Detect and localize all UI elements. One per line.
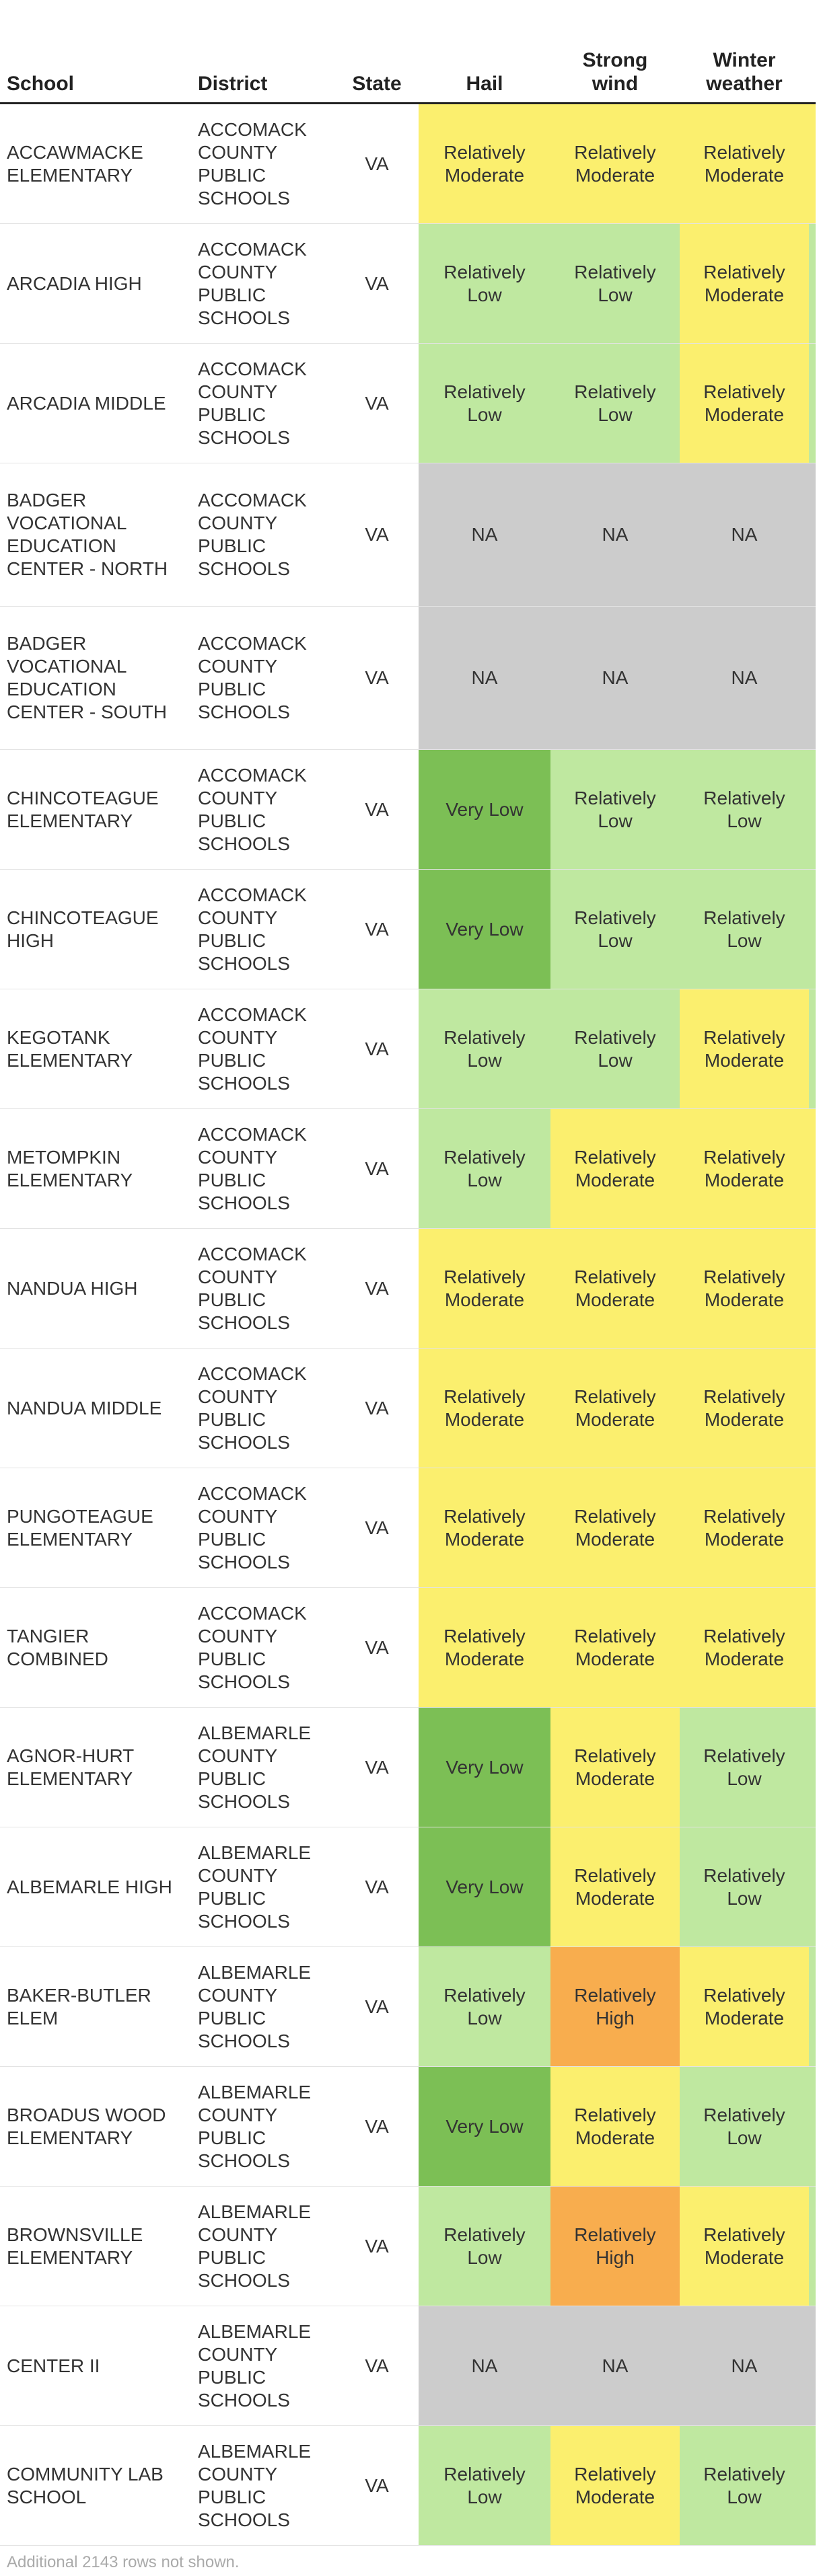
school-cell: ALBEMARLE HIGH <box>0 1827 191 1947</box>
hail-risk-cell: Relatively Low <box>419 2426 550 2546</box>
column-header-hail[interactable]: Hail <box>419 20 550 104</box>
school-cell: BROWNSVILLE ELEMENTARY <box>0 2187 191 2306</box>
state-cell: VA <box>335 1827 419 1947</box>
hail-risk-cell: NA <box>419 2306 550 2426</box>
winter-weather-risk-cell: Relatively Low <box>680 1708 809 1827</box>
column-header-strong-wind-line1: Strong <box>582 49 648 71</box>
column-header-strong-wind-line2: wind <box>592 72 639 95</box>
winter-weather-risk-cell: Relatively Moderate <box>680 1229 809 1349</box>
winter-weather-risk-cell: NA <box>680 463 809 607</box>
district-cell: ACCOMACK COUNTY PUBLIC SCHOOLS <box>191 224 335 344</box>
state-cell: VA <box>335 750 419 870</box>
strong-wind-risk-cell: Relatively Moderate <box>550 104 680 224</box>
overflow-column-cell <box>809 1109 816 1229</box>
state-cell: VA <box>335 2187 419 2306</box>
district-cell: ALBEMARLE COUNTY PUBLIC SCHOOLS <box>191 2306 335 2426</box>
winter-weather-risk-cell: Relatively Moderate <box>680 1109 809 1229</box>
rows-not-shown-note: Additional 2143 rows not shown. <box>7 2553 240 2571</box>
table-row <box>0 989 816 1109</box>
state-cell: VA <box>335 1109 419 1229</box>
overflow-column-cell <box>809 104 816 224</box>
table-row <box>0 1109 816 1229</box>
winter-weather-risk-cell: Relatively Moderate <box>680 344 809 463</box>
table-row <box>0 344 816 463</box>
table-row <box>0 2426 816 2546</box>
state-cell: VA <box>335 1708 419 1827</box>
table-row <box>0 463 816 607</box>
strong-wind-risk-cell: Relatively Moderate <box>550 1827 680 1947</box>
table-row <box>0 1588 816 1708</box>
overflow-column-cell <box>809 224 816 344</box>
table-header <box>0 20 816 104</box>
state-cell: VA <box>335 2306 419 2426</box>
school-cell: CHINCOTEAGUE ELEMENTARY <box>0 750 191 870</box>
strong-wind-risk-cell: Relatively Moderate <box>550 1229 680 1349</box>
winter-weather-risk-cell: Relatively Low <box>680 750 809 870</box>
school-cell: ARCADIA HIGH <box>0 224 191 344</box>
district-cell: ACCOMACK COUNTY PUBLIC SCHOOLS <box>191 750 335 870</box>
table-row <box>0 1229 816 1349</box>
strong-wind-risk-cell: Relatively Low <box>550 989 680 1109</box>
column-header-state[interactable]: State <box>335 20 419 104</box>
column-header-school[interactable]: School <box>0 20 191 104</box>
hail-risk-cell: Relatively Low <box>419 344 550 463</box>
strong-wind-risk-cell: Relatively Moderate <box>550 1588 680 1708</box>
hail-risk-cell: Relatively Low <box>419 1947 550 2067</box>
column-header-winter-weather[interactable] <box>680 20 809 104</box>
school-cell: ACCAWMACKE ELEMENTARY <box>0 104 191 224</box>
state-cell: VA <box>335 1588 419 1708</box>
strong-wind-risk-cell: NA <box>550 463 680 607</box>
school-cell: BADGER VOCATIONAL EDUCATION CENTER - SOUTH <box>0 607 191 750</box>
winter-weather-risk-cell: Relatively Moderate <box>680 1349 809 1468</box>
winter-weather-risk-cell: Relatively Moderate <box>680 989 809 1109</box>
school-cell: NANDUA MIDDLE <box>0 1349 191 1468</box>
state-cell: VA <box>335 104 419 224</box>
strong-wind-risk-cell: Relatively Low <box>550 750 680 870</box>
winter-weather-risk-cell: Relatively Moderate <box>680 104 809 224</box>
hail-risk-cell: NA <box>419 607 550 750</box>
district-cell: ACCOMACK COUNTY PUBLIC SCHOOLS <box>191 870 335 989</box>
overflow-column-cell <box>809 2187 816 2306</box>
column-header-overflow <box>809 20 816 104</box>
district-cell: ACCOMACK COUNTY PUBLIC SCHOOLS <box>191 1349 335 1468</box>
district-cell: ALBEMARLE COUNTY PUBLIC SCHOOLS <box>191 2426 335 2546</box>
overflow-column-cell <box>809 1947 816 2067</box>
table-row <box>0 2067 816 2187</box>
school-cell: METOMPKIN ELEMENTARY <box>0 1109 191 1229</box>
district-cell: ALBEMARLE COUNTY PUBLIC SCHOOLS <box>191 2187 335 2306</box>
state-cell: VA <box>335 1947 419 2067</box>
state-cell: VA <box>335 870 419 989</box>
strong-wind-risk-cell: NA <box>550 2306 680 2426</box>
school-cell: KEGOTANK ELEMENTARY <box>0 989 191 1109</box>
winter-weather-risk-cell: Relatively Moderate <box>680 224 809 344</box>
overflow-column-cell <box>809 750 816 870</box>
state-cell: VA <box>335 2067 419 2187</box>
hail-risk-cell: Very Low <box>419 2067 550 2187</box>
overflow-column-cell <box>809 870 816 989</box>
hail-risk-cell: Relatively Moderate <box>419 104 550 224</box>
strong-wind-risk-cell: Relatively Low <box>550 870 680 989</box>
table-row <box>0 2306 816 2426</box>
hail-risk-cell: Relatively Moderate <box>419 1588 550 1708</box>
school-cell: AGNOR-HURT ELEMENTARY <box>0 1708 191 1827</box>
state-cell: VA <box>335 1468 419 1588</box>
overflow-column-cell <box>809 463 816 607</box>
winter-weather-risk-cell: Relatively Low <box>680 1827 809 1947</box>
school-cell: COMMUNITY LAB SCHOOL <box>0 2426 191 2546</box>
column-header-strong-wind[interactable] <box>550 20 680 104</box>
column-header-winter-weather-line2: weather <box>706 72 783 95</box>
hail-risk-cell: Relatively Moderate <box>419 1229 550 1349</box>
district-cell: ACCOMACK COUNTY PUBLIC SCHOOLS <box>191 1109 335 1229</box>
district-cell: ALBEMARLE COUNTY PUBLIC SCHOOLS <box>191 2067 335 2187</box>
overflow-column-cell <box>809 1229 816 1349</box>
strong-wind-risk-cell: Relatively High <box>550 2187 680 2306</box>
strong-wind-risk-cell: Relatively Moderate <box>550 1109 680 1229</box>
table-row <box>0 1468 816 1588</box>
hail-risk-cell: Relatively Low <box>419 2187 550 2306</box>
overflow-column-cell <box>809 1827 816 1947</box>
strong-wind-risk-cell: Relatively High <box>550 1947 680 2067</box>
overflow-column-cell <box>809 607 816 750</box>
winter-weather-risk-cell: NA <box>680 607 809 750</box>
winter-weather-risk-cell: Relatively Low <box>680 2067 809 2187</box>
table-row <box>0 1349 816 1468</box>
table-row <box>0 104 816 224</box>
winter-weather-risk-cell: Relatively Low <box>680 2426 809 2546</box>
state-cell: VA <box>335 344 419 463</box>
strong-wind-risk-cell: Relatively Moderate <box>550 1708 680 1827</box>
district-cell: ACCOMACK COUNTY PUBLIC SCHOOLS <box>191 1588 335 1708</box>
district-cell: ALBEMARLE COUNTY PUBLIC SCHOOLS <box>191 1708 335 1827</box>
hail-risk-cell: Very Low <box>419 870 550 989</box>
district-cell: ACCOMACK COUNTY PUBLIC SCHOOLS <box>191 104 335 224</box>
strong-wind-risk-cell: NA <box>550 607 680 750</box>
hail-risk-cell: Very Low <box>419 1708 550 1827</box>
table-row <box>0 1708 816 1827</box>
overflow-column-cell <box>809 1588 816 1708</box>
district-cell: ACCOMACK COUNTY PUBLIC SCHOOLS <box>191 989 335 1109</box>
table-row <box>0 2187 816 2306</box>
table-row <box>0 607 816 750</box>
hail-risk-cell: NA <box>419 463 550 607</box>
hail-risk-cell: Relatively Low <box>419 1109 550 1229</box>
school-cell: CENTER II <box>0 2306 191 2426</box>
state-cell: VA <box>335 607 419 750</box>
table-row <box>0 1827 816 1947</box>
school-cell: CHINCOTEAGUE HIGH <box>0 870 191 989</box>
school-cell: ARCADIA MIDDLE <box>0 344 191 463</box>
hail-risk-cell: Relatively Moderate <box>419 1349 550 1468</box>
strong-wind-risk-cell: Relatively Moderate <box>550 1349 680 1468</box>
school-cell: TANGIER COMBINED <box>0 1588 191 1708</box>
winter-weather-risk-cell: Relatively Low <box>680 870 809 989</box>
hail-risk-cell: Relatively Moderate <box>419 1468 550 1588</box>
strong-wind-risk-cell: Relatively Low <box>550 344 680 463</box>
school-cell: NANDUA HIGH <box>0 1229 191 1349</box>
strong-wind-risk-cell: Relatively Moderate <box>550 1468 680 1588</box>
table-row <box>0 1947 816 2067</box>
winter-weather-risk-cell: NA <box>680 2306 809 2426</box>
school-cell: BAKER-BUTLER ELEM <box>0 1947 191 2067</box>
hail-risk-cell: Very Low <box>419 750 550 870</box>
table-row <box>0 224 816 344</box>
school-risk-table <box>0 20 816 2546</box>
overflow-column-cell <box>809 344 816 463</box>
winter-weather-risk-cell: Relatively Moderate <box>680 1947 809 2067</box>
district-cell: ACCOMACK COUNTY PUBLIC SCHOOLS <box>191 344 335 463</box>
column-header-winter-weather-line1: Winter <box>713 49 776 71</box>
state-cell: VA <box>335 463 419 607</box>
district-cell: ALBEMARLE COUNTY PUBLIC SCHOOLS <box>191 1947 335 2067</box>
winter-weather-risk-cell: Relatively Moderate <box>680 2187 809 2306</box>
overflow-column-cell <box>809 1708 816 1827</box>
district-cell: ACCOMACK COUNTY PUBLIC SCHOOLS <box>191 463 335 607</box>
hail-risk-cell: Relatively Low <box>419 989 550 1109</box>
overflow-column-cell <box>809 2067 816 2187</box>
overflow-column-cell <box>809 2306 816 2426</box>
district-cell: ACCOMACK COUNTY PUBLIC SCHOOLS <box>191 1229 335 1349</box>
table-body <box>0 104 816 2546</box>
strong-wind-risk-cell: Relatively Moderate <box>550 2426 680 2546</box>
state-cell: VA <box>335 2426 419 2546</box>
overflow-column-cell <box>809 1349 816 1468</box>
district-cell: ACCOMACK COUNTY PUBLIC SCHOOLS <box>191 1468 335 1588</box>
district-cell: ALBEMARLE COUNTY PUBLIC SCHOOLS <box>191 1827 335 1947</box>
overflow-column-cell <box>809 2426 816 2546</box>
table-row <box>0 750 816 870</box>
table-row <box>0 870 816 989</box>
state-cell: VA <box>335 1349 419 1468</box>
hail-risk-cell: Very Low <box>419 1827 550 1947</box>
column-header-district[interactable]: District <box>191 20 335 104</box>
school-cell: BADGER VOCATIONAL EDUCATION CENTER - NORTH <box>0 463 191 607</box>
strong-wind-risk-cell: Relatively Low <box>550 224 680 344</box>
school-cell: PUNGOTEAGUE ELEMENTARY <box>0 1468 191 1588</box>
winter-weather-risk-cell: Relatively Moderate <box>680 1468 809 1588</box>
state-cell: VA <box>335 989 419 1109</box>
state-cell: VA <box>335 224 419 344</box>
state-cell: VA <box>335 1229 419 1349</box>
winter-weather-risk-cell: Relatively Moderate <box>680 1588 809 1708</box>
school-cell: BROADUS WOOD ELEMENTARY <box>0 2067 191 2187</box>
overflow-column-cell <box>809 989 816 1109</box>
district-cell: ACCOMACK COUNTY PUBLIC SCHOOLS <box>191 607 335 750</box>
overflow-column-cell <box>809 1468 816 1588</box>
hail-risk-cell: Relatively Low <box>419 224 550 344</box>
strong-wind-risk-cell: Relatively Moderate <box>550 2067 680 2187</box>
